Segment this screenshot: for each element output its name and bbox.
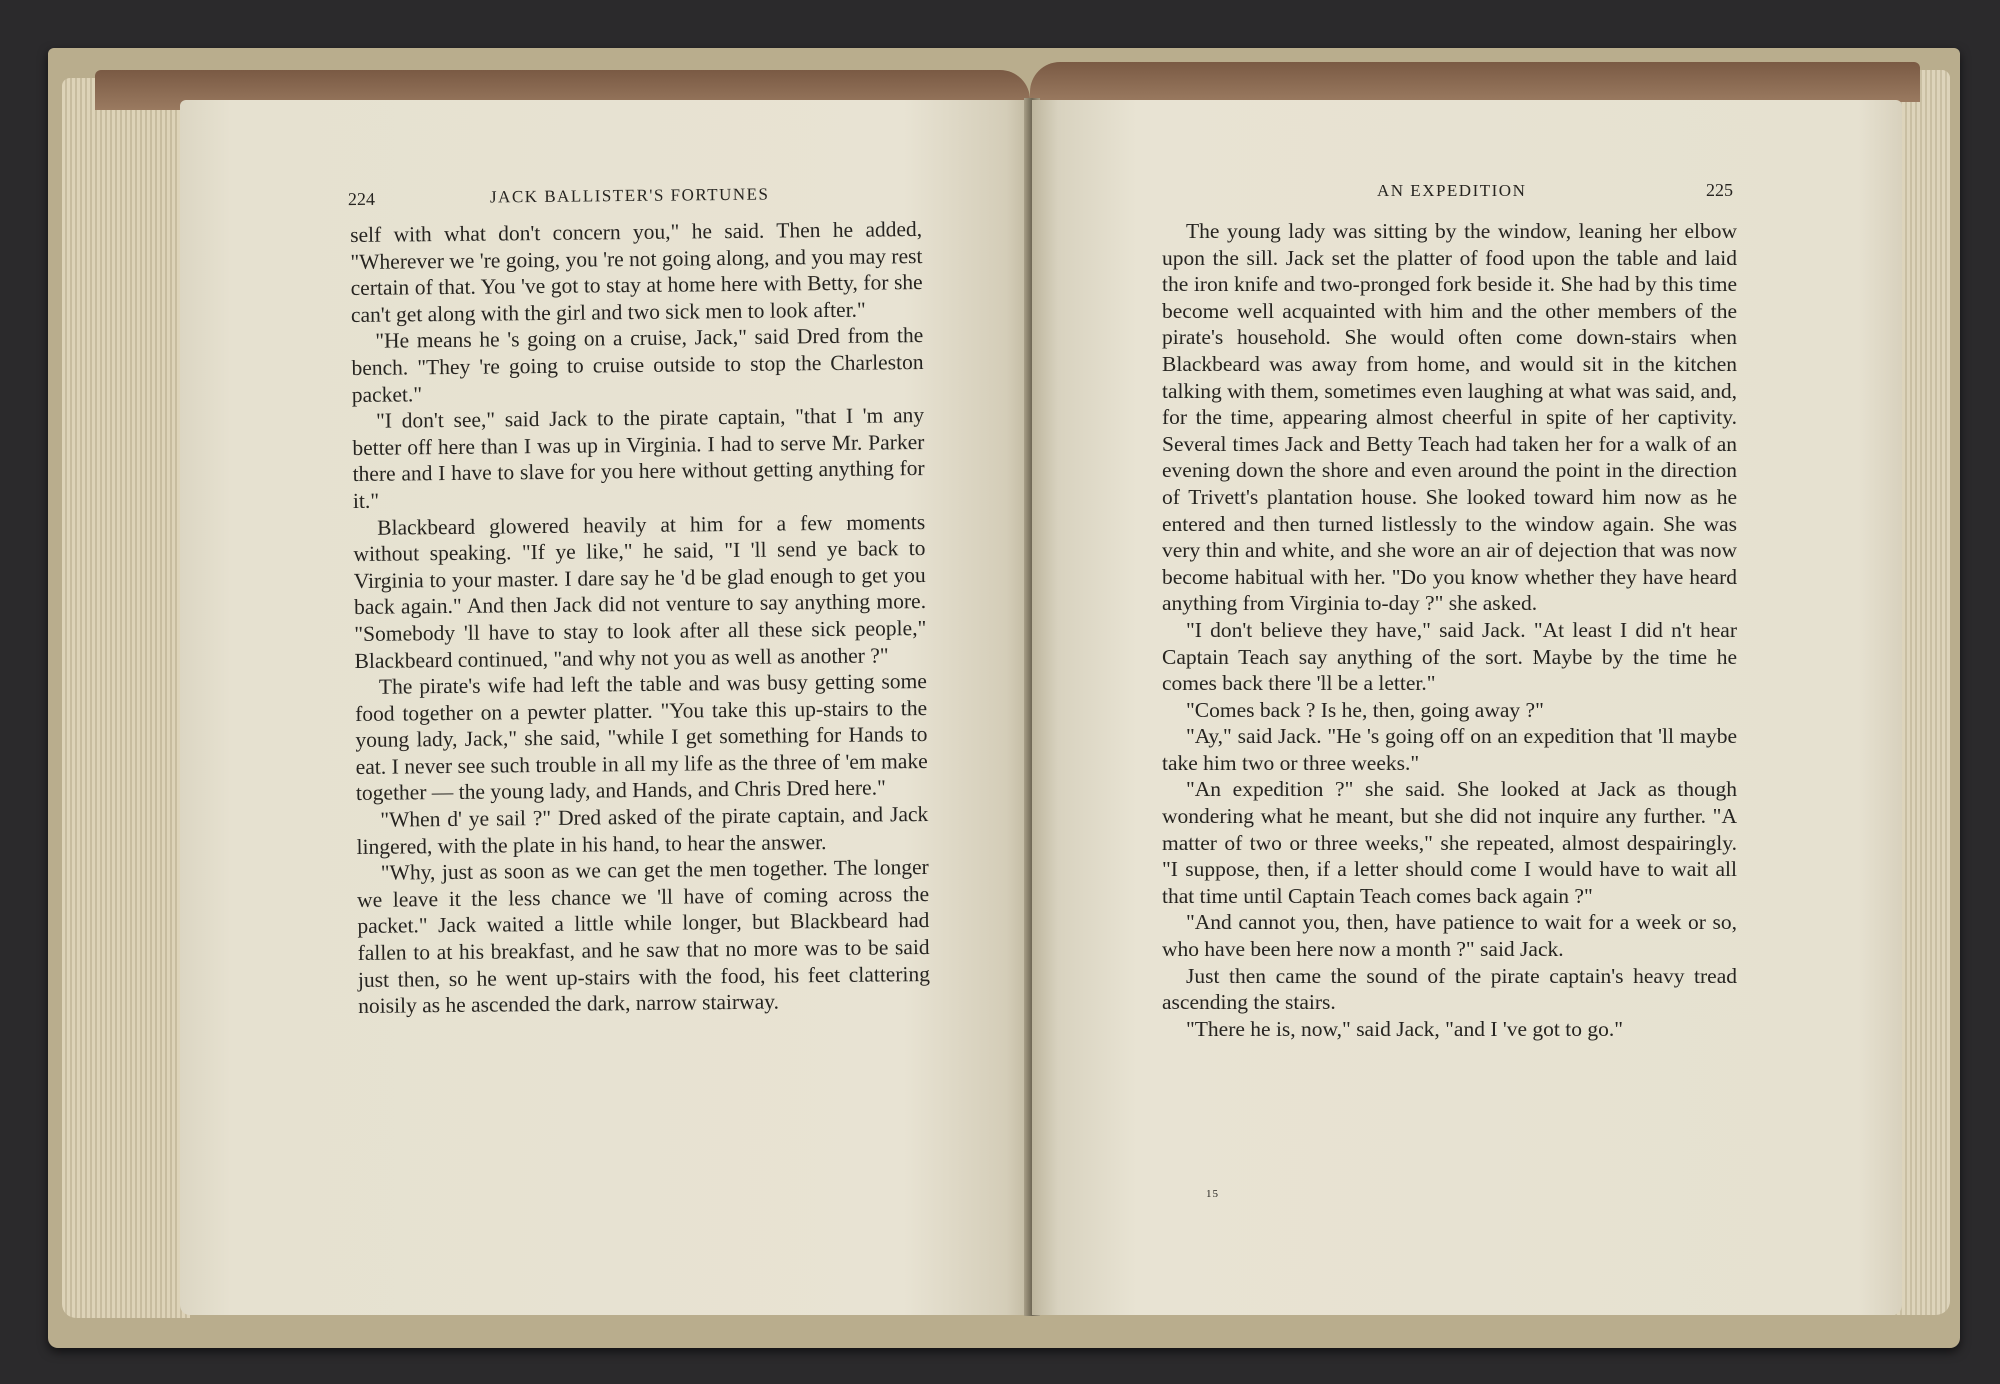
signature-mark: 15 — [1206, 1188, 1219, 1200]
paragraph: "There he is, now," said Jack, "and I 've got to go." — [1186, 1016, 1624, 1041]
paragraph: The young lady was sitting by the window, leaning her elbow upon the sill. Jack set the platter of food upon the table and laid the iron knife and two-pronged fork beside it. She had by this time become well acquainted with him and the other members of the pirate's household. She would often come down-stairs when Blackbeard was away from home, and would sit in the kitchen talking with them, sometimes even laughing at what was said, and, for the time, appearing almost cheerful in spite of her captivity. Several times Jack and Betty Teach had taken her for a walk of an evening down the shore and even around the point in the direction of Trivett's plantation house. She looked toward him now as he entered and then turned listlessly to the window again. She was very thin and white, and she wore an air of dejection that was now become habitual with her. "Do you know whether they have heard anything from Virginia to-day ?" she asked. — [1162, 219, 1738, 616]
top-edge-right — [1030, 62, 1920, 102]
left-page-text — [350, 216, 930, 1020]
paragraph: "And cannot you, then, have patience to wait for a week or so, who have been here now a month ?" said Jack. — [1162, 910, 1737, 962]
left-page-edges — [62, 78, 190, 1318]
right-page — [1032, 100, 1902, 1315]
paragraph: The pirate's wife had left the table and was busy getting some food together on a pewter platter. "You take this up-stairs to the young lady, Jack," she said, "while I get something for Hands to eat. I never see such trouble in all my life as the three of 'em make together — the young lady, and Hands, and Chris Dred here." — [355, 669, 928, 806]
paragraph: Just then came the sound of the pirate captain's heavy tread ascending the stairs. — [1162, 963, 1737, 1015]
paragraph: "Why, just as soon as we can get the men together. The longer we leave it the less chance we 'll have of coming across the packet." Jack waited a little while longer, but Blackbeard had fallen to at his breakfast, and he saw that no more was to be said just then, so he went up-stairs with the food, his feet clattering noisily as he ascended the dark, narrow stairway. — [356, 855, 931, 1019]
paragraph: "Comes back ? Is he, then, going away ?" — [1186, 697, 1544, 722]
running-head-left: JACK BALLISTER'S FORTUNES — [489, 184, 770, 207]
paragraph: "An expedition ?" she said. She looked at Jack as though wondering what he meant, but she did not inquire any further. "A matter of two or three weeks," she repeated, almost despairingly. "I suppose, then, if a letter should come I would have to wait all that time until Captain Teach comes back again ?" — [1162, 777, 1737, 908]
left-page — [180, 100, 1032, 1315]
page-number-left: 224 — [347, 188, 376, 210]
running-head-right: AN EXPEDITION — [1377, 181, 1527, 200]
paragraph: "When d' ye sail ?" Dred asked of the pirate captain, and Jack lingered, with the plate in his hand, to hear the answer. — [356, 802, 929, 859]
paragraph: self with what don't concern you," he said. Then he added, "Wherever we 're going, you 're not going along, and you may rest certain of that. You 've got to stay at home here with Betty, for she can't get along with the girl and two sick men to look after." — [350, 217, 923, 327]
paragraph: "He means he 's going on a cruise, Jack," said Dred from the bench. "They 're going to cruise outside to stop the Charleston packet." — [351, 323, 924, 407]
paragraph: Blackbeard glowered heavily at him for a few moments without speaking. "If ye like," he said, "I 'll send ye back to Virginia to your master. I dare say he 'd be glad enough to get you back again." And then Jack did not venture to say anything more. "Somebody 'll have to stay to look after all these sick people," Blackbeard continued, "and why not you as well as another ?" — [353, 509, 927, 673]
paragraph: "I don't see," said Jack to the pirate captain, "that I 'm any better off here than I was up in Virginia. I had to serve Mr. Parker there and I have to slave for you here without getting anything for it." — [352, 403, 925, 513]
page-number-right: 225 — [1706, 180, 1733, 200]
right-page-text — [1162, 218, 1737, 1042]
paragraph: "Ay," said Jack. "He 's going off on an expedition that 'll maybe take him two or three weeks." — [1162, 724, 1737, 775]
paragraph: "I don't believe they have," said Jack. "At least I did n't hear Captain Teach say anything of the sort. Maybe by the time he comes back there 'll be a letter." — [1162, 617, 1737, 696]
